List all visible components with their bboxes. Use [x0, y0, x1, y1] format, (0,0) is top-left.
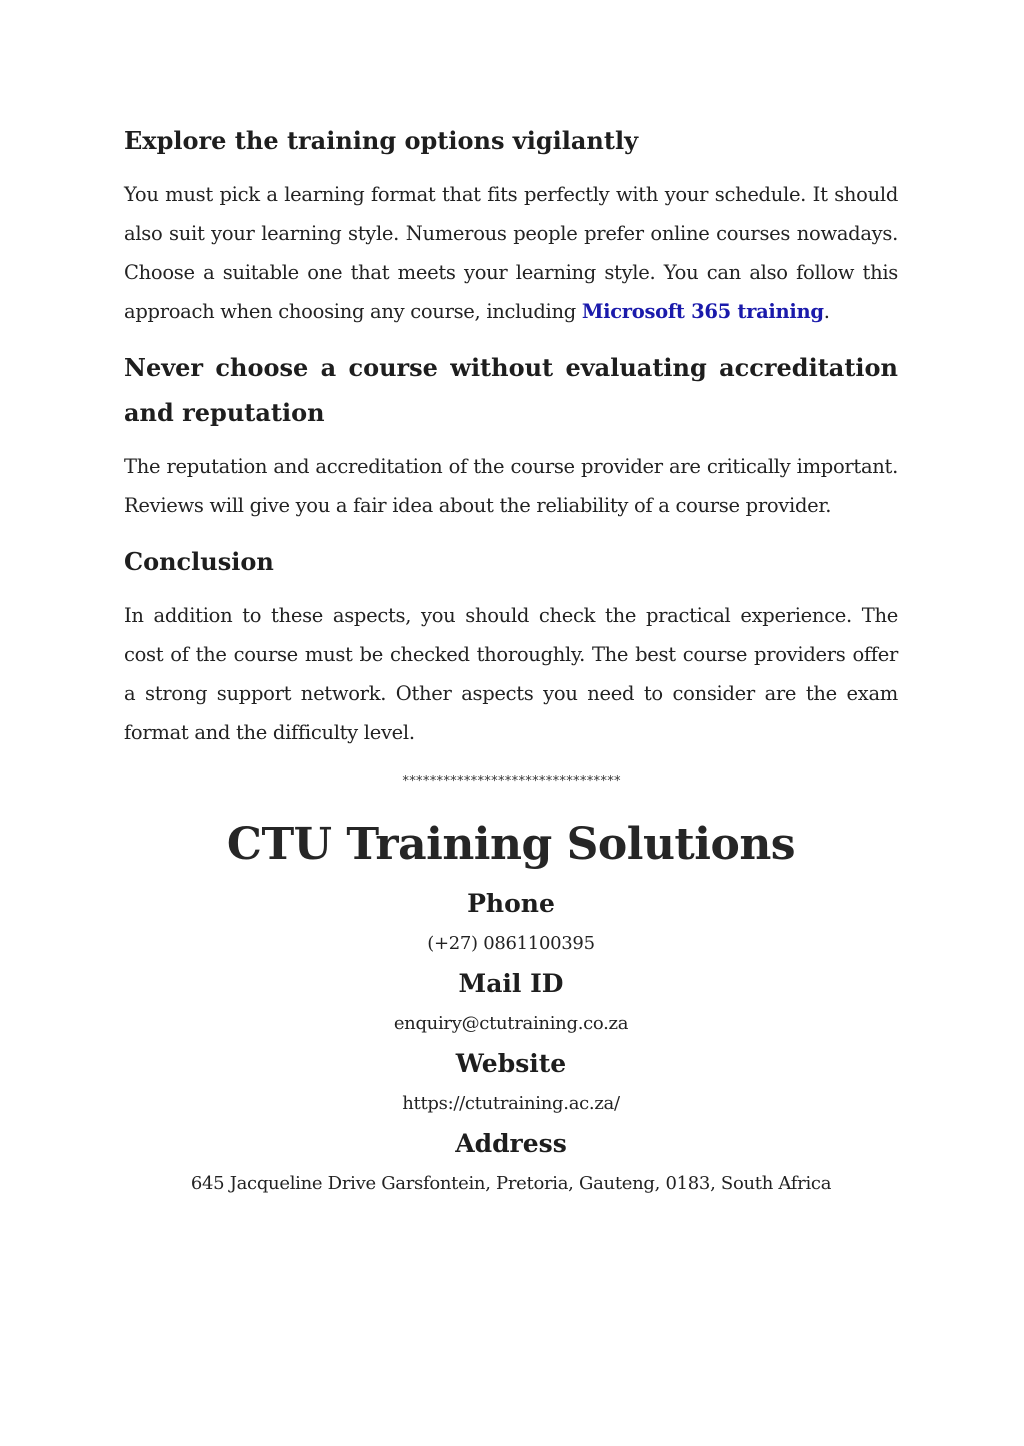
contact-label-phone: Phone	[467, 889, 555, 918]
paragraph-text-end: .	[823, 300, 830, 323]
contact-phone	[124, 887, 898, 957]
contact-value-mail: enquiry@ctutraining.co.za	[393, 1013, 629, 1034]
paragraph-text: You must pick a learning format that fits perfectly with your schedule. It should also suit your learning style. Numerous people prefer online courses nowadays. Choose a suitable one that meets your learning style. You can also follow this approach when choosing any course, including	[124, 183, 898, 323]
contact-value-phone: (+27) 0861100395	[427, 933, 595, 954]
section-paragraph-training-options	[124, 175, 898, 331]
section-heading-accreditation: Never choose a course without evaluating accreditation and reputation	[124, 353, 898, 427]
document-page	[124, 118, 898, 1197]
contact-website	[124, 1047, 898, 1117]
contact-label-address: Address	[455, 1129, 567, 1158]
contact-value-address: 645 Jacqueline Drive Garsfontein, Pretoria, Gauteng, 0183, South Africa	[190, 1173, 832, 1194]
company-name: CTU Training Solutions	[226, 819, 796, 870]
microsoft-365-training-link[interactable]: Microsoft 365 training	[581, 300, 824, 323]
separator-line: ********************************	[401, 774, 621, 789]
contact-address	[124, 1127, 898, 1197]
section-heading-training-options: Explore the training options vigilantly	[124, 126, 639, 155]
contact-value-website: https://ctutraining.ac.za/	[402, 1093, 620, 1114]
contact-label-mail: Mail ID	[458, 969, 564, 998]
contact-label-website: Website	[455, 1049, 567, 1078]
contact-mail	[124, 967, 898, 1037]
section-paragraph-accreditation: The reputation and accreditation of the course provider are critically important. Reviews will give you a fair idea about the reliability of a course provider.	[124, 455, 898, 517]
section-paragraph-conclusion: In addition to these aspects, you should check the practical experience. The cost of the course must be checked thoroughly. The best course providers offer a strong support network. Other aspects you need to consider are the exam format and the difficulty level.	[124, 604, 898, 744]
section-heading-conclusion: Conclusion	[124, 547, 274, 576]
